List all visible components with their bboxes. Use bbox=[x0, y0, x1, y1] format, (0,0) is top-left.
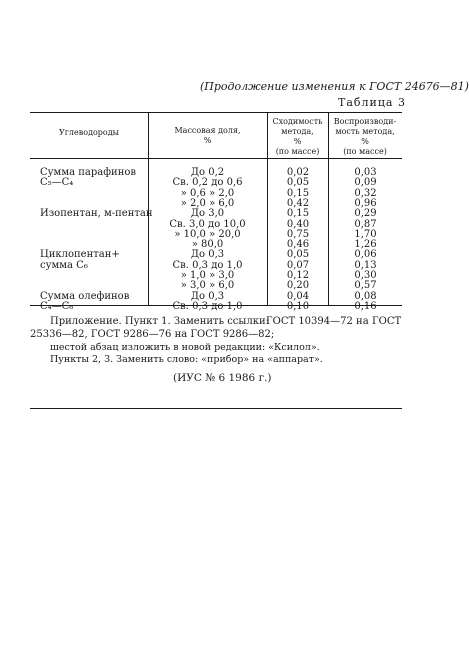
row-mass-fraction: До 0,3 bbox=[190, 249, 225, 261]
column-header-hydrocarbons: Углеводороды bbox=[58, 128, 120, 137]
row-reproducibility: 0,29 bbox=[354, 208, 377, 220]
row-hydrocarbon-name: Сумма олефинов bbox=[40, 290, 130, 302]
row-mass-fraction: Св. 3,0 до 10,0 bbox=[169, 218, 246, 230]
row-reproducibility: 1,70 bbox=[354, 228, 377, 240]
footer-line-2: 25336—82, ГОСТ 9286—76 на ГОСТ 9286—82; bbox=[30, 329, 275, 340]
row-mass-fraction: Св. 0,3 до 1,0 bbox=[172, 300, 243, 312]
row-repeatability: 0,46 bbox=[286, 239, 310, 251]
footer-line-1-mid: ГОСТ 10394—72 на bbox=[266, 316, 369, 327]
row-repeatability: 0,40 bbox=[286, 218, 310, 230]
row-repeatability: 0,15 bbox=[286, 187, 310, 199]
row-repeatability: 0,12 bbox=[286, 270, 310, 281]
row-repeatability: 0,05 bbox=[286, 249, 310, 261]
row-reproducibility: 0,16 bbox=[354, 300, 377, 312]
row-hydrocarbon-name: Циклопентан+ bbox=[40, 249, 120, 261]
row-repeatability: 0,42 bbox=[286, 197, 310, 209]
row-reproducibility: 0,08 bbox=[354, 290, 377, 302]
footer-line-1-left: Приложение. Пункт 1. Заменить ссылки: bbox=[50, 316, 270, 327]
continuation-note: (Продолжение изменения к ГОСТ 24676—81) bbox=[200, 80, 469, 93]
bottom-separator-rule bbox=[30, 408, 402, 409]
row-repeatability: 0,07 bbox=[286, 259, 310, 271]
table-label: Таблица 3 bbox=[338, 96, 406, 109]
row-mass-fraction: » 1,0 » 3,0 bbox=[180, 270, 235, 281]
footer-line-1-right: ГОСТ bbox=[372, 316, 402, 327]
row-reproducibility: 0,09 bbox=[354, 177, 377, 189]
table-header-rule bbox=[30, 158, 402, 159]
row-mass-fraction: » 0,6 » 2,0 bbox=[180, 187, 235, 199]
column-header-repeatability: Сходимость метода, % (по массе) bbox=[272, 117, 323, 156]
row-mass-fraction: » 80,0 bbox=[191, 239, 224, 251]
row-hydrocarbon-name: Сумма парафинов bbox=[40, 167, 137, 178]
row-reproducibility: 0,03 bbox=[354, 167, 377, 178]
row-mass-fraction: До 0,3 bbox=[190, 290, 225, 302]
row-reproducibility: 0,13 bbox=[354, 259, 377, 271]
row-reproducibility: 0,30 bbox=[354, 270, 377, 281]
table-top-rule bbox=[30, 112, 402, 113]
row-mass-fraction: До 0,2 bbox=[190, 167, 225, 178]
row-hydrocarbon-name: сумма C₆ bbox=[40, 259, 88, 271]
row-mass-fraction: Св. 0,2 до 0,6 bbox=[172, 177, 243, 189]
row-reproducibility: 1,26 bbox=[354, 239, 377, 251]
row-reproducibility: 0,57 bbox=[354, 280, 377, 292]
row-mass-fraction: » 2,0 » 6,0 bbox=[180, 197, 235, 209]
row-reproducibility: 0,32 bbox=[354, 187, 377, 199]
footer-line-4: Пункты 2, 3. Заменить слово: «прибор» на «аппарат». bbox=[50, 354, 323, 365]
row-reproducibility: 0,96 bbox=[354, 197, 377, 209]
row-hydrocarbon-name: Изопентан, м-пентан bbox=[40, 208, 153, 220]
row-repeatability: 0,02 bbox=[286, 167, 310, 178]
row-repeatability: 0,15 bbox=[286, 208, 310, 220]
column-header-reproducibility: Воспроизводи- мость метода, % (по массе) bbox=[333, 117, 397, 156]
row-mass-fraction: До 3,0 bbox=[190, 208, 225, 220]
row-reproducibility: 0,87 bbox=[354, 218, 377, 230]
row-repeatability: 0,05 bbox=[286, 177, 310, 189]
row-mass-fraction: » 10,0 » 20,0 bbox=[174, 228, 241, 240]
column-header-mass-fraction: Массовая доля, % bbox=[174, 126, 241, 145]
ius-reference: (ИУС № 6 1986 г.) bbox=[173, 372, 272, 384]
row-repeatability: 0,20 bbox=[286, 280, 310, 292]
row-mass-fraction: Св. 0,3 до 1,0 bbox=[172, 259, 243, 271]
row-repeatability: 0,04 bbox=[286, 290, 310, 302]
row-hydrocarbon-name: C₄—C₆ bbox=[40, 300, 74, 312]
row-reproducibility: 0,06 bbox=[354, 249, 377, 261]
footer-line-3: шестой абзац изложить в новой редакции: «Ксилол». bbox=[50, 342, 320, 353]
row-repeatability: 0,75 bbox=[286, 228, 310, 240]
row-mass-fraction: » 3,0 » 6,0 bbox=[180, 280, 235, 292]
row-hydrocarbon-name: C₅—C₄ bbox=[40, 177, 74, 189]
row-repeatability: 0,10 bbox=[286, 300, 310, 312]
